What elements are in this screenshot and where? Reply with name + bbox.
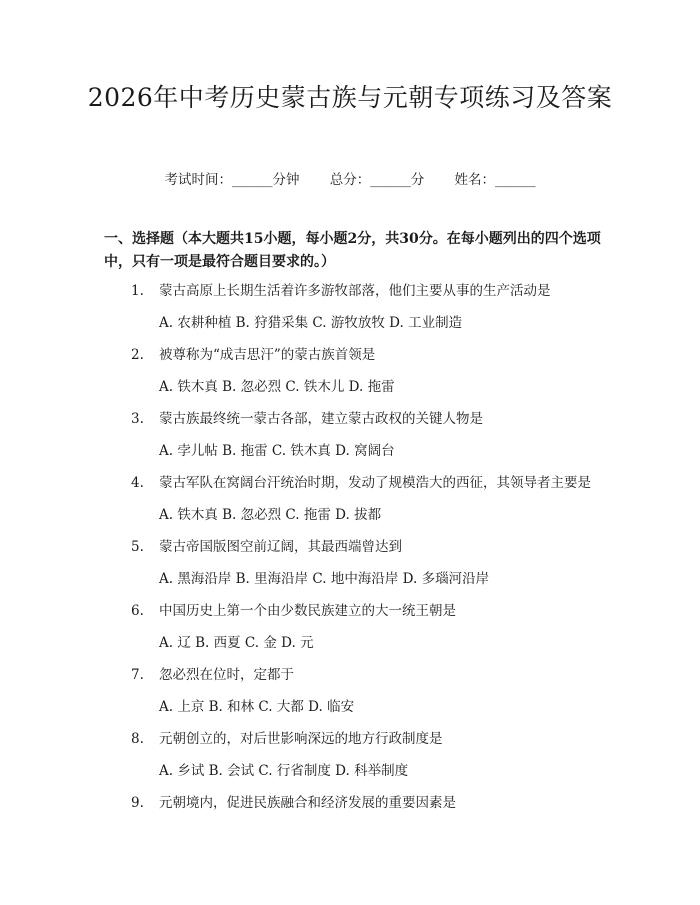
question-stem: [131, 601, 611, 621]
question-stem: [131, 665, 611, 685]
question-stem: [131, 473, 611, 493]
question-options: A. 辽 B. 西夏 C. 金 D. 元: [159, 635, 314, 651]
question-options: A. 上京 B. 和林 C. 大都 D. 临安: [159, 699, 355, 715]
question-options: A. 铁木真 B. 忽必烈 C. 拖雷 D. 拔都: [159, 507, 382, 523]
question-text: 忽必烈在位时，定都于: [159, 667, 294, 683]
question-stem: [131, 793, 611, 813]
question-options: A. 铁木真 B. 忽必烈 C. 铁木儿 D. 拖雷: [159, 379, 395, 395]
total-score-field: 总分：______分: [329, 172, 425, 188]
section-heading: 一、选择题（本大题共15小题，每小题2分，共30分。在每小题列出的四个选项中，只有一项是最符合题目要求的。）: [104, 231, 601, 270]
question-number: 6.: [131, 603, 144, 619]
question-text: 蒙古军队在窝阔台汗统治时期，发动了规模浩大的西征，其领导者主要是: [159, 475, 591, 491]
question-stem: [131, 345, 611, 365]
question-text: 元朝境内，促进民族融合和经济发展的重要因素是: [159, 795, 456, 811]
question-options: A. 乡试 B. 会试 C. 行省制度 D. 科举制度: [159, 763, 409, 779]
question-stem: [131, 409, 611, 429]
question-number: 7.: [131, 667, 144, 683]
question-options: A. 孛儿帖 B. 拖雷 C. 铁木真 D. 窝阔台: [159, 443, 395, 459]
exam-time-field: 考试时间：______分钟: [164, 172, 300, 188]
question-text: 蒙古高原上长期生活着许多游牧部落，他们主要从事的生产活动是: [159, 283, 551, 299]
question-number: 8.: [131, 731, 144, 747]
question-text: 蒙古帝国版图空前辽阔，其最西端曾达到: [159, 539, 402, 555]
question-text: 蒙古族最终统一蒙古各部，建立蒙古政权的关键人物是: [159, 411, 483, 427]
exam-meta: [0, 168, 700, 188]
question-number: 1.: [131, 283, 144, 299]
question-number: 2.: [131, 347, 144, 363]
question-number: 3.: [131, 411, 144, 427]
question-number: 5.: [131, 539, 144, 555]
question-stem: [131, 729, 611, 749]
question-number: 9.: [131, 795, 144, 811]
page-title: 2026年中考历史蒙古族与元朝专项练习及答案: [87, 83, 613, 112]
question-text: 被尊称为“成吉思汗”的蒙古族首领是: [159, 347, 376, 363]
question-stem: [131, 281, 611, 301]
question-stem: [131, 537, 611, 557]
question-options: A. 农耕种植 B. 狩猎采集 C. 游牧放牧 D. 工业制造: [159, 315, 463, 331]
question-text: 中国历史上第一个由少数民族建立的大一统王朝是: [159, 603, 456, 619]
question-options: A. 黑海沿岸 B. 里海沿岸 C. 地中海沿岸 D. 多瑙河沿岸: [159, 571, 490, 587]
question-text: 元朝创立的，对后世影响深远的地方行政制度是: [159, 731, 443, 747]
question-number: 4.: [131, 475, 144, 491]
student-name-field: 姓名：______: [454, 172, 536, 188]
